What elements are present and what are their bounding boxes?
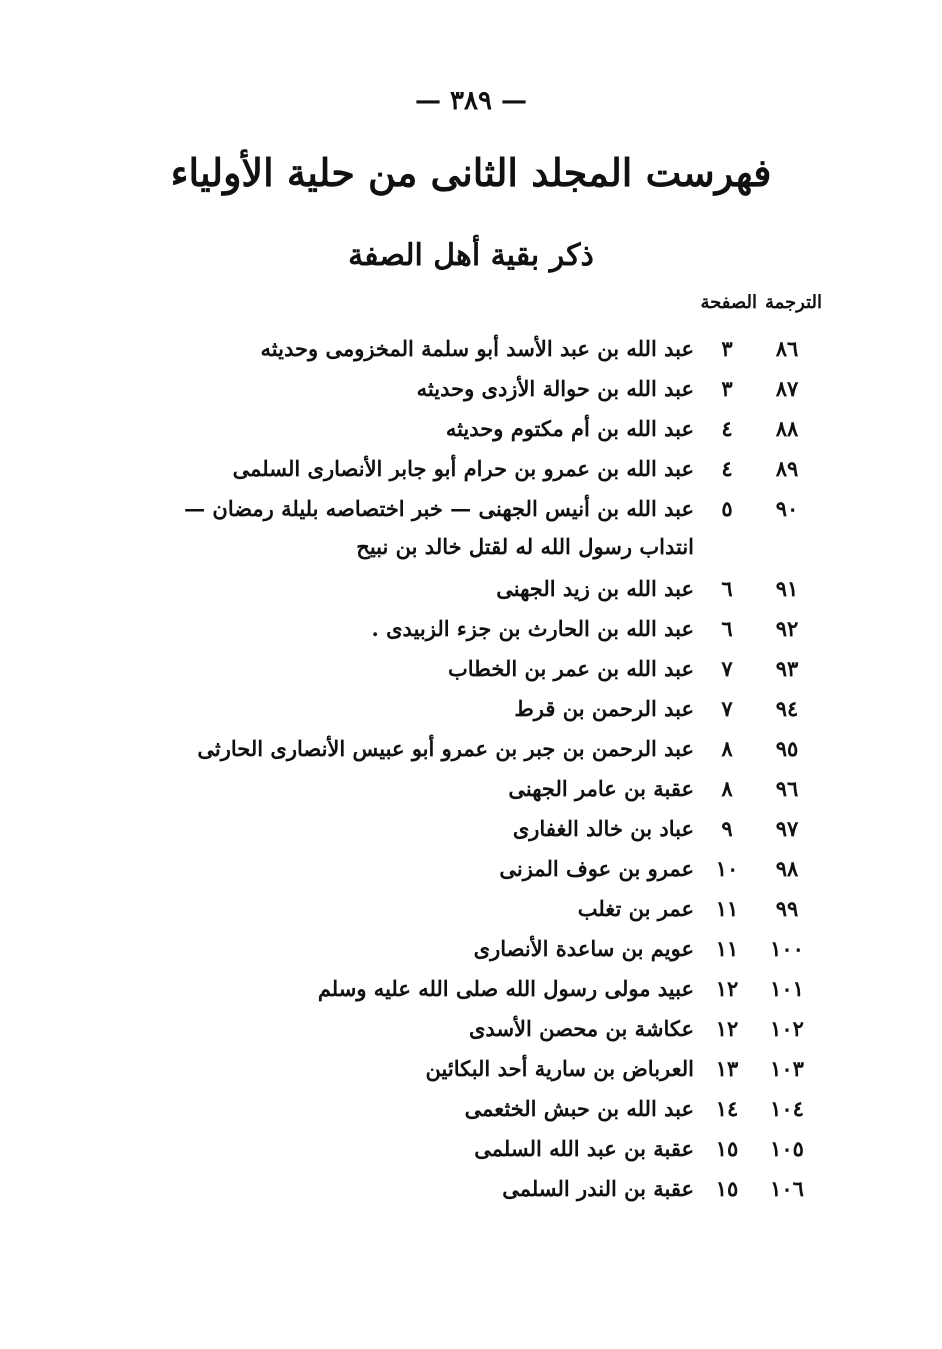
entry-number: ٩٩: [775, 896, 799, 921]
entry-number: ٩٢: [775, 616, 799, 641]
entry-name-continuation: انتداب رسول الله له لقتل خالد بن نبيح: [356, 534, 694, 559]
entry-name: عقبة بن الندر السلمى: [502, 1176, 694, 1201]
index-entry: [0, 612, 942, 652]
entry-name: عقبة بن عبد الله السلمى: [474, 1136, 694, 1161]
index-entry: [0, 732, 942, 772]
entry-number: ١٠٥: [770, 1136, 804, 1161]
entry-page: ١٢: [715, 976, 739, 1001]
entry-name: العرباض بن سارية أحد البكائين: [425, 1056, 694, 1081]
entry-page: ٩: [721, 816, 733, 841]
index-entry: [0, 972, 942, 1012]
entry-page: ١١: [715, 896, 739, 921]
entry-number: ٩٤: [775, 696, 799, 721]
index-entry: [0, 492, 942, 572]
entry-number: ١٠٣: [770, 1056, 804, 1081]
entry-number: ١٠٦: [770, 1176, 804, 1201]
entry-name: عقبة بن عامر الجهنى: [508, 776, 694, 801]
entry-page: ١٢: [715, 1016, 739, 1041]
entry-number: ٩٧: [775, 816, 799, 841]
entry-number: ٨٨: [775, 416, 799, 441]
index-entry: [0, 372, 942, 412]
entry-name: عبد الله بن أنيس الجهنى — خبر اختصاصه بليلة رمضان —: [184, 496, 694, 521]
entry-number: ١٠٠: [770, 936, 804, 961]
entry-name: عكاشة بن محصن الأسدى: [468, 1016, 694, 1041]
entry-number: ١٠٤: [770, 1096, 804, 1121]
index-entry: [0, 1052, 942, 1092]
entry-name: عبد الله بن عمرو بن حرام أبو جابر الأنصارى السلمى: [232, 456, 694, 481]
index-entry: [0, 812, 942, 852]
index-entries: [0, 332, 942, 1212]
index-entry: [0, 932, 942, 972]
entry-page: ٧: [721, 656, 733, 681]
section-title: ذكر بقية أهل الصفة: [348, 238, 594, 273]
index-entry: [0, 852, 942, 892]
entry-name: عبد الله بن زيد الجهنى: [496, 576, 694, 601]
index-entry: [0, 1012, 942, 1052]
entry-column-header: الترجمة: [764, 292, 822, 313]
entry-name: عبد الله بن عبد الأسد أبو سلمة المخزومى وحديثه: [260, 336, 694, 361]
entry-number: ١٠١: [770, 976, 804, 1001]
entry-page: ١٣: [715, 1056, 739, 1081]
entry-page: ١٥: [715, 1176, 739, 1201]
index-entry: [0, 572, 942, 612]
entry-name: عمر بن تغلب: [577, 896, 694, 921]
entry-number: ٩٣: [775, 656, 799, 681]
page-number: — ٣٨٩ —: [414, 86, 528, 116]
entry-page: ١٠: [715, 856, 739, 881]
entry-page: ٨: [721, 776, 733, 801]
entry-page: ١٥: [715, 1136, 739, 1161]
entry-page: ٦: [721, 616, 733, 641]
entry-number: ٨٩: [775, 456, 799, 481]
index-entry: [0, 772, 942, 812]
page-title: فهرست المجلد الثانى من حلية الأولياء: [170, 150, 772, 195]
entry-name: عبد الله بن أم مكتوم وحديثه: [445, 416, 694, 441]
column-headers: [700, 292, 822, 313]
entry-name: عبد الله بن عمر بن الخطاب: [448, 656, 694, 681]
index-entry: [0, 1132, 942, 1172]
entry-name: عبد الله بن الحارث بن جزء الزبيدى .: [371, 616, 694, 641]
index-entry: [0, 652, 942, 692]
entry-number: ٩٥: [775, 736, 799, 761]
entry-page: ٤: [721, 456, 733, 481]
entry-page: ١١: [715, 936, 739, 961]
entry-number: ٩٦: [775, 776, 799, 801]
entry-page: ١٤: [715, 1096, 739, 1121]
index-entry: [0, 412, 942, 452]
entry-number: ٩١: [775, 576, 799, 601]
index-entry: [0, 892, 942, 932]
entry-page: ٣: [721, 376, 733, 401]
entry-number: ٨٧: [775, 376, 799, 401]
entry-page: ٦: [721, 576, 733, 601]
entry-number: ٨٦: [775, 336, 799, 361]
entry-number: ١٠٢: [770, 1016, 804, 1041]
entry-name: عبد الله بن حبش الخثعمى: [464, 1096, 694, 1121]
page-column-header: الصفحة: [700, 292, 757, 313]
index-entry: [0, 332, 942, 372]
index-entry: [0, 1092, 942, 1132]
entry-page: ٧: [721, 696, 733, 721]
entry-name: عويم بن ساعدة الأنصارى: [473, 936, 694, 961]
entry-page: ٥: [721, 496, 733, 521]
index-entry: [0, 1172, 942, 1212]
entry-name: عبيد مولى رسول الله صلى الله عليه وسلم: [317, 976, 694, 1001]
entry-page: ٨: [721, 736, 733, 761]
entry-page: ٤: [721, 416, 733, 441]
entry-number: ٩٠: [775, 496, 799, 521]
index-entry: [0, 452, 942, 492]
entry-name: عمرو بن عوف المزنى: [499, 856, 694, 881]
entry-number: ٩٨: [775, 856, 799, 881]
entry-name: عبد الرحمن بن جبر بن عمرو أبو عبيس الأنصارى الحارثى: [197, 736, 694, 761]
entry-name: عبد الرحمن بن قرط: [514, 696, 694, 721]
entry-name: عبد الله بن حوالة الأزدى وحديثه: [416, 376, 694, 401]
index-entry: [0, 692, 942, 732]
entry-page: ٣: [721, 336, 733, 361]
entry-name: عباد بن خالد الغفارى: [512, 816, 694, 841]
